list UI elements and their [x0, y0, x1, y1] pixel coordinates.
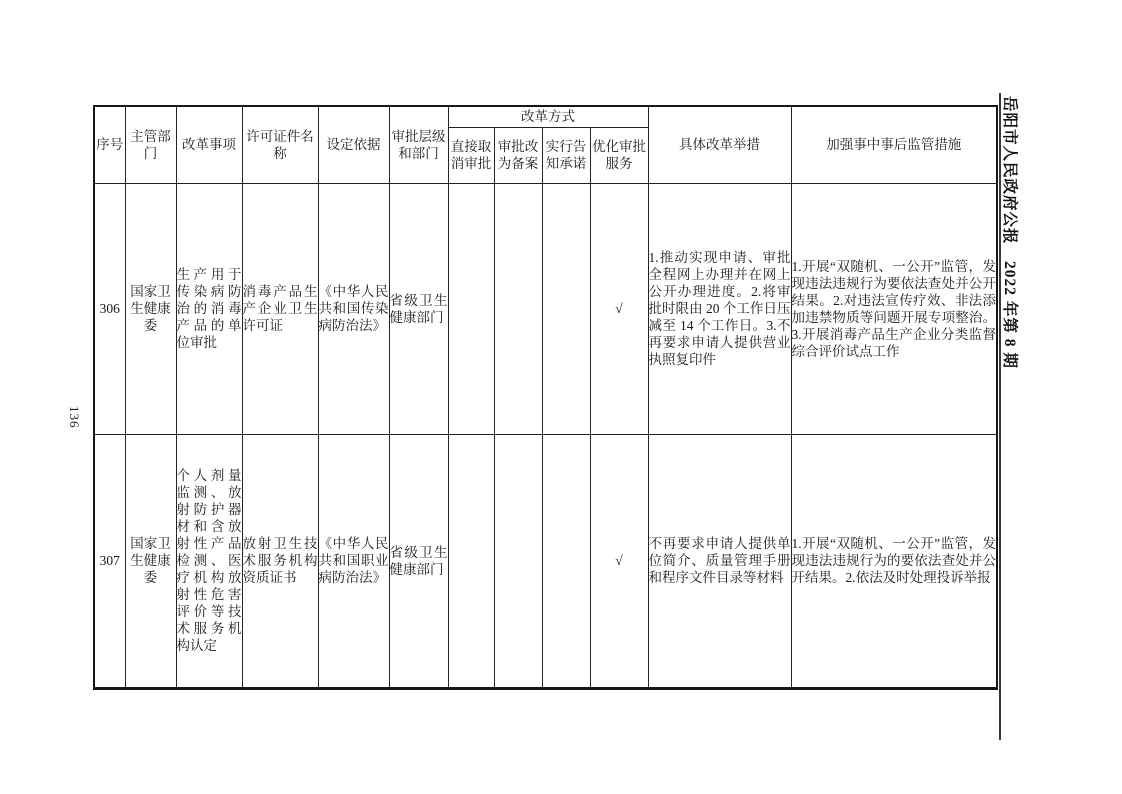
header-direct-cancel: 直接取消审批 [448, 127, 494, 183]
cell-legal-basis: 《中华人民共和国职业病防治法》 [318, 434, 389, 688]
header-notify-promise: 实行告知承诺 [542, 127, 590, 183]
header-item: 改革事项 [176, 106, 242, 183]
cell-serial: 306 [94, 183, 125, 434]
cell-approval-level: 省级卫生健康部门 [389, 183, 448, 434]
cell-reform-measures: 1.推动实现申请、审批全程网上办理并在网上公开办理进度。2.将审批时限由 20 个工作日压减至 14 个工作日。3.不再要求申请人提供营业执照复印件 [648, 183, 791, 434]
header-basis: 设定依据 [318, 106, 389, 183]
header-row-group [94, 106, 997, 127]
cell-approval-level: 省级卫生健康部门 [389, 434, 448, 688]
header-supervision: 加强事中事后监管措施 [791, 106, 997, 183]
cell-reform-item: 个人剂量监测、放射防护器材和含放射性产品检测、医疗机构放射性危害评价等技术服务机构认定 [176, 434, 242, 688]
table-row-307 [94, 434, 997, 688]
cell-notify-promise [542, 434, 590, 688]
cell-reform-item: 生产用于传染病防治的消毒产品的单位审批 [176, 183, 242, 434]
cell-optimize-checkmark: √ [590, 434, 648, 688]
cell-dept: 国家卫生健康委 [125, 183, 176, 434]
cell-legal-basis: 《中华人民共和国传染病防治法》 [318, 183, 389, 434]
header-optimize-service: 优化审批服务 [590, 127, 648, 183]
cell-supervision-measures: 1.开展“双随机、一公开”监管，发现违法违规行为的要依法查处并公开结果。2.依法及时处理投诉举报 [791, 434, 997, 688]
header-measures: 具体改革举措 [648, 106, 791, 183]
header-serial: 序号 [94, 106, 125, 183]
gazette-margin-title: 岳阳市人民政府公报 2022 年第 8 期 [1001, 96, 1018, 369]
cell-supervision-measures: 1.开展“双随机、一公开”监管，发现违法违规行为要依法查处并公开结果。2.对违法宣传疗效、非法添加违禁物质等问题开展专项整治。3.开展消毒产品生产企业分类监督综合评价试点工作 [791, 183, 997, 434]
table-row-306 [94, 183, 997, 434]
header-reform-mode: 改革方式 [448, 106, 648, 127]
cell-change-to-record [494, 183, 542, 434]
reform-table [93, 105, 998, 690]
header-level: 审批层级和部门 [389, 106, 448, 183]
cell-license-name: 放射卫生技术服务机构资质证书 [242, 434, 318, 688]
cell-notify-promise [542, 183, 590, 434]
cell-optimize-checkmark: √ [590, 183, 648, 434]
cell-direct-cancel [448, 434, 494, 688]
cell-license-name: 消毒产品生产企业卫生许可证 [242, 183, 318, 434]
cell-change-to-record [494, 434, 542, 688]
cell-reform-measures: 不再要求申请人提供单位简介、质量管理手册和程序文件目录等材料 [648, 434, 791, 688]
header-license: 许可证件名称 [242, 106, 318, 183]
cell-dept: 国家卫生健康委 [125, 434, 176, 688]
cell-direct-cancel [448, 183, 494, 434]
page-number: 136 [67, 406, 82, 429]
header-dept: 主管部门 [125, 106, 176, 183]
cell-serial: 307 [94, 434, 125, 688]
header-change-to-record: 审批改为备案 [494, 127, 542, 183]
